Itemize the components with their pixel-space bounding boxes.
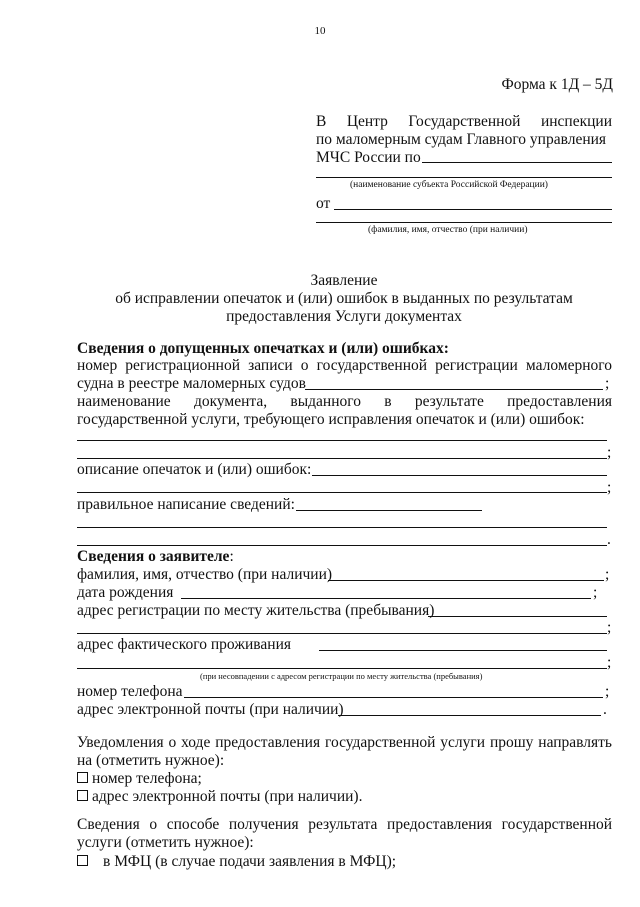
birth-date-label: дата рождения bbox=[77, 584, 174, 601]
semicolon: ; bbox=[607, 479, 612, 496]
result-method-text-2: услуги (отметить нужное): bbox=[77, 834, 254, 851]
notif-word: Уведомления bbox=[77, 734, 164, 751]
result-word: предоставления bbox=[387, 816, 492, 833]
notifications-text-2: на (отметить нужное): bbox=[77, 752, 225, 769]
colon: : bbox=[229, 548, 234, 565]
result-word: о bbox=[149, 816, 158, 833]
doc-name-label-2: государственной услуги, требующего исправления опечаток и (или) ошибок: bbox=[77, 411, 585, 428]
option-email-label: адрес электронной почты (при наличии). bbox=[92, 788, 363, 805]
email-label: адрес электронной почты (при наличии) bbox=[77, 701, 344, 718]
option-email[interactable] bbox=[77, 788, 362, 806]
doc-name-word: выданного bbox=[290, 393, 361, 410]
page-number: 10 bbox=[314, 25, 326, 37]
option-mfc-label: в МФЦ (в случае подачи заявления в МФЦ); bbox=[103, 853, 397, 870]
checkbox[interactable] bbox=[77, 790, 88, 801]
email-field[interactable] bbox=[338, 715, 601, 716]
full-name-field[interactable] bbox=[328, 580, 604, 581]
correct-spelling-field[interactable] bbox=[296, 510, 482, 511]
phone-field[interactable] bbox=[184, 697, 603, 698]
actual-address-field-2[interactable] bbox=[77, 668, 607, 669]
semicolon: ; bbox=[607, 654, 612, 671]
form-code: Форма к 1Д – 5Д bbox=[501, 76, 613, 93]
full-name-label: фамилия, имя, отчество (при наличии) bbox=[77, 566, 333, 583]
notif-word: прошу bbox=[489, 734, 534, 751]
region-field-line-2[interactable] bbox=[316, 177, 612, 178]
actual-address-field[interactable] bbox=[319, 650, 607, 651]
semicolon: ; bbox=[593, 584, 598, 601]
typo-desc-field-2[interactable] bbox=[77, 492, 607, 493]
correct-spelling-field-3[interactable] bbox=[77, 545, 607, 546]
notif-word: о bbox=[168, 734, 177, 751]
option-mfc[interactable] bbox=[77, 853, 396, 871]
doc-name-word: наименование bbox=[77, 393, 171, 410]
doc-name-field[interactable] bbox=[77, 440, 607, 441]
checkbox[interactable] bbox=[77, 772, 88, 783]
typo-desc-field[interactable] bbox=[312, 475, 607, 476]
phone-label: номер телефона bbox=[77, 683, 183, 700]
result-method-text bbox=[77, 816, 612, 834]
errors-heading: Сведения о допущенных опечатках и (или) ошибках: bbox=[77, 340, 449, 357]
result-word: результата bbox=[308, 816, 378, 833]
result-word: государственной bbox=[501, 816, 613, 833]
period: . bbox=[603, 701, 607, 718]
reg-record-label: номер регистрационной записи о государственной регистрации маломерного bbox=[77, 357, 612, 374]
reg-address-field[interactable] bbox=[428, 616, 607, 617]
reg-address-label: адрес регистрации по месту жительства (пребывания) bbox=[77, 602, 435, 619]
addressee-word: Государственной bbox=[408, 113, 521, 130]
from-field-line[interactable] bbox=[334, 209, 612, 210]
from-label: от bbox=[316, 195, 331, 212]
reg-record-field[interactable] bbox=[305, 389, 603, 390]
addressee-word: инспекции bbox=[540, 113, 613, 130]
semicolon: ; bbox=[607, 619, 612, 636]
addressee-line-3: МЧС России по bbox=[316, 149, 421, 166]
notif-word: ходе bbox=[181, 734, 211, 751]
notif-word: государственной bbox=[324, 734, 436, 751]
applicant-heading-text: Сведения о заявителе bbox=[77, 548, 230, 565]
notifications-text bbox=[77, 734, 612, 752]
notif-word: направлять bbox=[538, 734, 612, 751]
result-word: получения bbox=[228, 816, 299, 833]
option-phone-label: номер телефона; bbox=[92, 770, 202, 787]
period: . bbox=[607, 531, 611, 548]
addressee-word: В bbox=[316, 113, 327, 130]
hint-name: (фамилия, имя, отчество (при наличии) bbox=[368, 225, 528, 235]
notif-word: услуги bbox=[440, 734, 486, 751]
result-word: Сведения bbox=[77, 816, 140, 833]
semicolon: ; bbox=[605, 683, 610, 700]
addressee-line-1 bbox=[316, 113, 612, 131]
doc-title-line-3: предоставления Услуги документах bbox=[226, 308, 462, 325]
doc-name-word: в bbox=[384, 393, 392, 410]
option-phone[interactable] bbox=[77, 770, 202, 788]
region-field-line[interactable] bbox=[422, 162, 612, 163]
reg-address-field-2[interactable] bbox=[77, 633, 607, 634]
birth-date-field[interactable] bbox=[181, 598, 591, 599]
result-word: способе bbox=[166, 816, 220, 833]
reg-record-label-2: судна в реестре маломерных судов bbox=[77, 375, 306, 392]
hint-mismatch: (при несовпадении с адресом регистрации по месту жительства (пребывания) bbox=[200, 671, 483, 681]
applicant-heading bbox=[77, 548, 234, 566]
doc-name-word: документа, bbox=[193, 393, 268, 410]
addressee-word: Центр bbox=[346, 113, 388, 130]
semicolon: ; bbox=[605, 566, 610, 583]
notif-word: предоставления bbox=[215, 734, 321, 751]
doc-name-field-2[interactable] bbox=[77, 458, 607, 459]
correct-spelling-field-2[interactable] bbox=[77, 527, 607, 528]
doc-name-word: предоставления bbox=[507, 393, 613, 410]
doc-title-line-2: об исправлении опечаток и (или) ошибок в выданных по результатам bbox=[115, 290, 573, 307]
correct-spelling-label: правильное написание сведений: bbox=[77, 496, 295, 513]
checkbox[interactable] bbox=[77, 855, 88, 866]
doc-name-word: результате bbox=[414, 393, 484, 410]
hint-region: (наименование субъекта Российской Федерации) bbox=[350, 180, 548, 190]
doc-title: Заявление bbox=[310, 272, 378, 289]
actual-address-label: адрес фактического проживания bbox=[77, 636, 292, 653]
doc-name-label bbox=[77, 393, 612, 411]
typo-desc-label: описание опечаток и (или) ошибок: bbox=[77, 461, 312, 478]
semicolon: ; bbox=[605, 375, 610, 392]
from-field-line-2[interactable] bbox=[316, 222, 612, 223]
addressee-line-2: по маломерным судам Главного управления bbox=[316, 131, 607, 148]
semicolon: ; bbox=[607, 444, 612, 461]
